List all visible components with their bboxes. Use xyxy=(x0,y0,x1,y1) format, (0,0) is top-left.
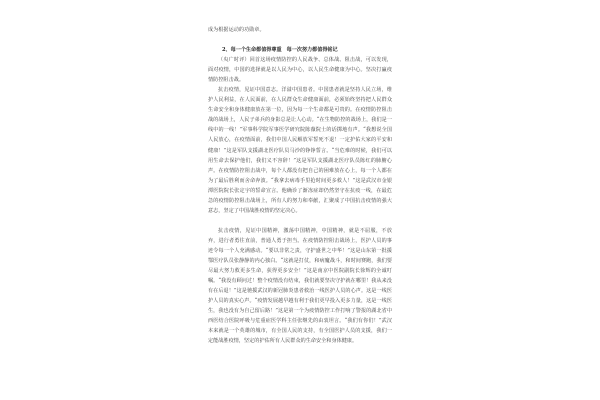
document-body xyxy=(208,25,392,346)
paragraph-gap xyxy=(208,35,392,45)
paragraph: 抗击疫情，见证中国精神，激荡中国精神，中国精神，就是不屈服，不放弃，进行者勇往直前，普通人勇于担当。在疫情防控阻击战场上，医护人员的事迹令每一个人充满感动。“要以非常之责，守护盛世之中华！”这是山东第一批援鄂医疗队员张静静的内心独白。“这就是打仗，和病魔战斗，和时间赛跑，我们要尽最大努力救更多生命，获得更多安全！”这是南京中医院副院长徐辉的全诚叮嘱。“我没有顾问过！整个疫情没有结束，我们就要坚决守护就在哪里！我从来没有在后退！”这是驰援武汉的新冠肺炎患者救治一线医护人员的心声。这是一线医护人员的真实心声。“疫情发展越早越有利于我们更早投入更多力量，这是一线医生，我也没有为自己留后路！”这是第一个为疫情防控工作打响了警报的湖北省中西医结合医院呼吸与危重症医学科主任张继先的由衷坦言。“我们有你们！”武汉本来就是一个英雄的城市，有全国人民的支持，有全国医护人员的支援，我们一定能战胜疫情，坚定的护佑所有人民群众的生命安全和身体健康。 xyxy=(208,227,392,345)
paragraph-continuation: 成为根据运动的功勋章。 xyxy=(208,27,265,33)
paragraph: （央广时评）回首这场疫情防控的人民战争、总体战、阻击战，可以发现，面对疫情，中国的选择就是以人民为中心，以人民生命健康为中心。坚决打赢疫情防控阻击战。 xyxy=(208,57,392,84)
paragraph-gap xyxy=(208,216,392,226)
section-heading: 2、每一个生命都值得尊重 每一次努力都值得铭记 xyxy=(222,47,338,54)
paragraph: 抗击疫情，见证中国意志。洋溢中国患者。中国患者就是坚持人民立场，维护人民利益，在人民面前，在人民群众生命健康面前，必须始终坚持把人民群众生命安全和身体健康放在第一位，因为每一个生命都是可贵的。在疫情防控阻击战的战场上，人民子弟兵的身影总是让人心动。“在生物防控的战场上，我们是一线中的一线！”军事科学院军事医学研究院陈薇院士的话掷地有声。“我想说全国人民放心，在疫情面前，我们中国人民解放军誓死不退！一定护佑大家的平安和健康！”这是军队支援湖北医疗队员马沙的铮铮誓言。“当危难的时候，我们可以用生命去保护他们，我们义不容辞！”这是军队支援湖北医疗队员陈红的肺腑心声。在疫情防控阻击战中，每个人都没有把自己的困难放在心上，每一个人都在为了最后胜利而舍命奔波。“我拿去病毒手里抢时间更多救人！”这是武汉市金银潭医院院长张定宇的誓命宣言。他确诊了渐冻症却仍然坚守在抗疫一线，在最危急的疫情防控阻击战场上，所有人的努力和奉献，汇聚成了中国抗击疫情的强大意志，坚定了中国战胜疫情的坚定决心。 xyxy=(208,87,392,214)
